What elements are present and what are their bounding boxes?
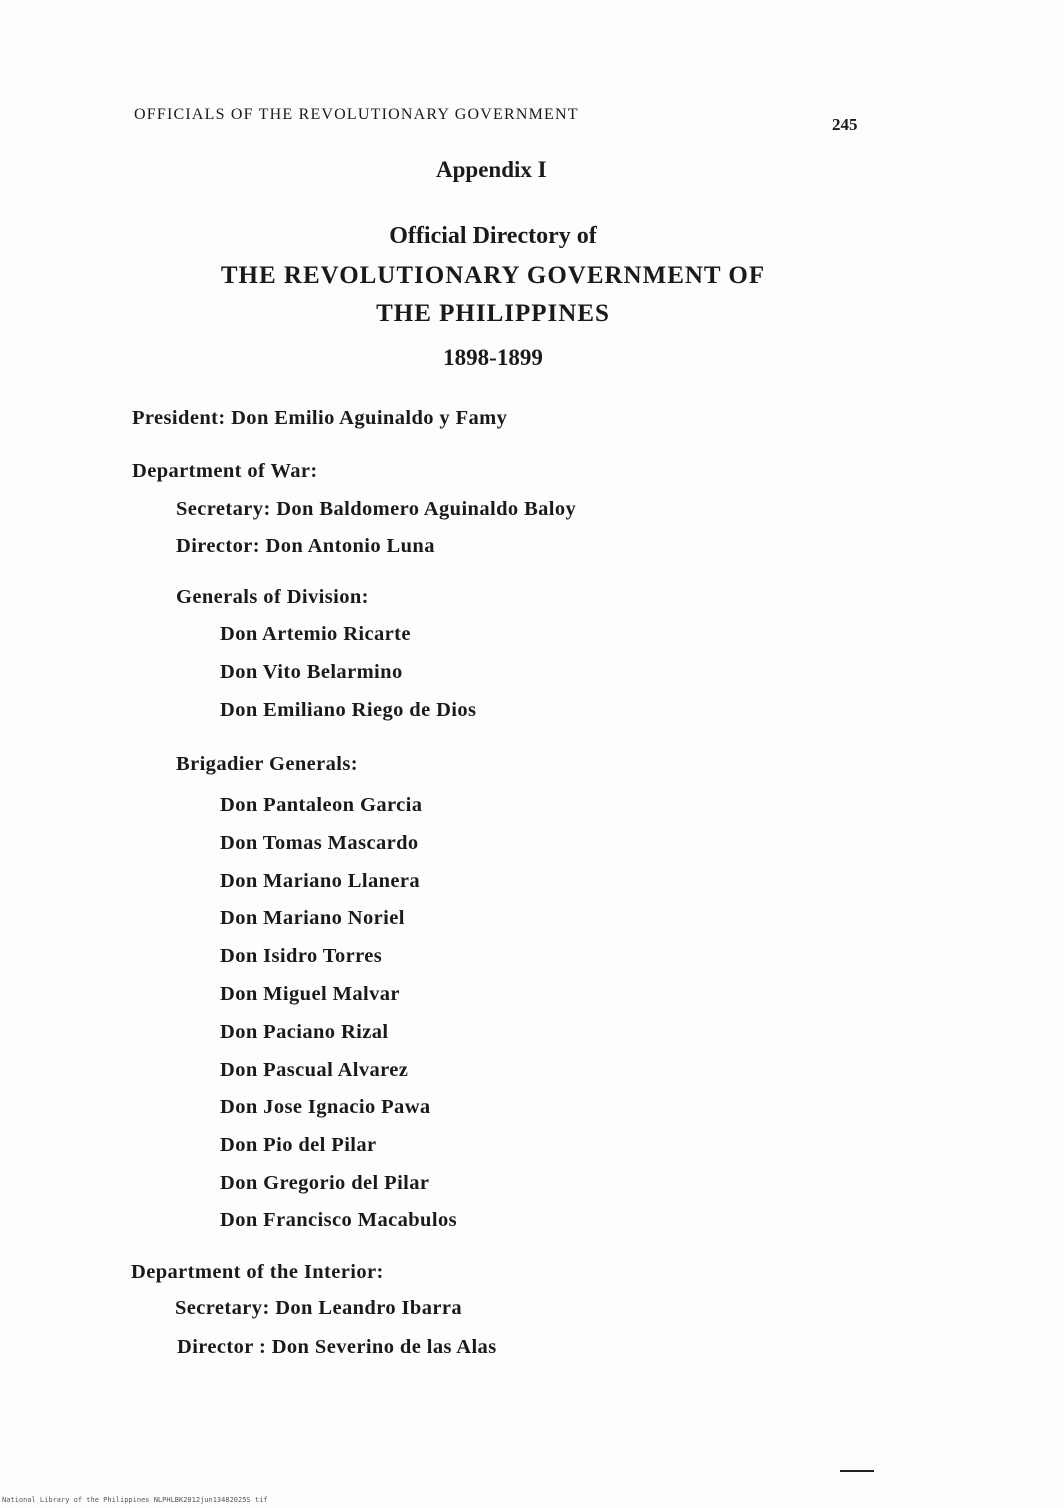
- title-line-1: Official Directory of: [389, 223, 597, 249]
- bottom-rule: [840, 1470, 874, 1472]
- list-item: Don Jose Ignacio Pawa: [220, 1096, 431, 1118]
- page-number: 245: [832, 115, 858, 134]
- war-secretary: Secretary: Don Baldomero Aguinaldo Baloy: [176, 498, 577, 520]
- list-item: Don Francisco Macabulos: [220, 1209, 457, 1231]
- scan-footer-note: National Library of the Philippines NLPHLBK2012jun13482025S tif: [2, 1496, 268, 1504]
- list-item: Don Pantaleon Garcia: [220, 794, 423, 816]
- interior-director: Director : Don Severino de las Alas: [177, 1336, 497, 1358]
- list-item: Don Pio del Pilar: [220, 1134, 377, 1156]
- list-item: Don Tomas Mascardo: [220, 832, 419, 854]
- list-item: Don Mariano Llanera: [220, 870, 421, 892]
- list-item: Don Artemio Ricarte: [220, 623, 411, 645]
- list-item: Don Mariano Noriel: [220, 907, 405, 929]
- list-item: Don Gregorio del Pilar: [220, 1172, 430, 1194]
- title-line-2: THE REVOLUTIONARY GOVERNMENT OF: [220, 262, 766, 289]
- generals-of-division-heading: Generals of Division:: [176, 586, 369, 608]
- list-item: Don Vito Belarmino: [220, 661, 403, 683]
- interior-secretary: Secretary: Don Leandro Ibarra: [175, 1297, 462, 1319]
- war-director: Director: Don Antonio Luna: [176, 535, 435, 557]
- title-line-3: THE PHILIPPINES: [376, 300, 610, 327]
- department-interior-heading: Department of the Interior:: [131, 1261, 384, 1283]
- list-item: Don Pascual Alvarez: [220, 1059, 409, 1081]
- list-item: Don Isidro Torres: [220, 945, 383, 967]
- brigadier-generals-heading: Brigadier Generals:: [176, 753, 359, 775]
- department-war-heading: Department of War:: [132, 460, 318, 482]
- running-head: OFFICIALS OF THE REVOLUTIONARY GOVERNMENT: [134, 106, 579, 123]
- appendix-heading: Appendix I: [436, 157, 547, 182]
- list-item: Don Miguel Malvar: [220, 983, 400, 1005]
- list-item: Don Emiliano Riego de Dios: [220, 699, 477, 721]
- title-years: 1898-1899: [443, 345, 543, 370]
- president-line: President: Don Emilio Aguinaldo y Famy: [132, 407, 508, 429]
- list-item: Don Paciano Rizal: [220, 1021, 389, 1043]
